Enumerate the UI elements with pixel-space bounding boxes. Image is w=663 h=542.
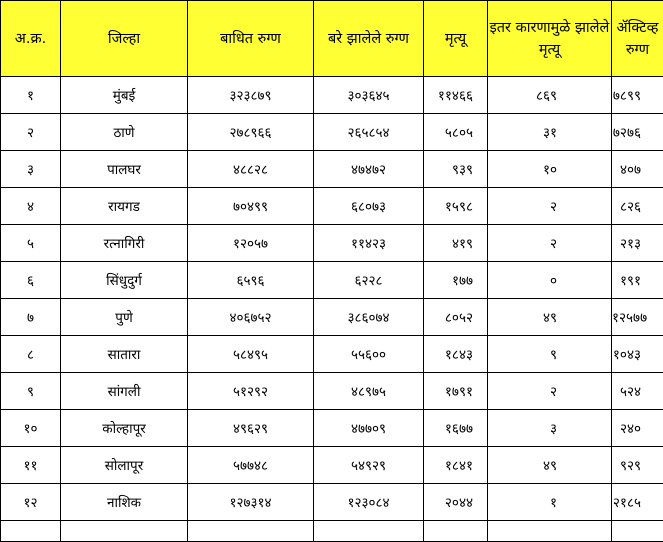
cell-deaths-other: २ xyxy=(488,225,612,262)
cell-deaths: ४१९ xyxy=(424,225,488,262)
cell-deaths: ५८०५ xyxy=(424,114,488,151)
cell-serial-number: ९ xyxy=(1,373,61,410)
header-affected-patients: बाधित रुग्ण xyxy=(188,1,314,77)
cell-district: सिंधुदुर्ग xyxy=(61,262,188,299)
cell-deaths: १८४३ xyxy=(424,336,488,373)
cell-deaths-other: ३१ xyxy=(488,114,612,151)
cell-deaths-other: ३ xyxy=(488,410,612,447)
cell-active: १०४३ xyxy=(612,336,663,373)
cell-recovered: ३०३६४५ xyxy=(314,77,424,114)
header-recovered-patients: बरे झालेले रुग्ण xyxy=(314,1,424,77)
cell-serial-number: ५ xyxy=(1,225,61,262)
table-row xyxy=(1,410,663,447)
cell-recovered: ५४९२९ xyxy=(314,447,424,484)
cell-recovered: ४७७०९ xyxy=(314,410,424,447)
cell-affected: १२०५७ xyxy=(188,225,314,262)
cell-active: १९१ xyxy=(612,262,663,299)
header-row xyxy=(1,1,663,77)
cell-recovered: ११४२३ xyxy=(314,225,424,262)
cell-empty xyxy=(188,521,314,542)
cell-deaths-other: ८६९ xyxy=(488,77,612,114)
cell-affected: ४०६७५२ xyxy=(188,299,314,336)
table-row xyxy=(1,447,663,484)
table-row xyxy=(1,151,663,188)
cell-active: २४० xyxy=(612,410,663,447)
table-row xyxy=(1,336,663,373)
cell-district: सांगली xyxy=(61,373,188,410)
cell-serial-number: १ xyxy=(1,77,61,114)
cell-serial-number: ११ xyxy=(1,447,61,484)
cell-deaths: ८०५२ xyxy=(424,299,488,336)
cell-recovered: १२३०८४ xyxy=(314,484,424,521)
cell-active: ८२६ xyxy=(612,188,663,225)
cell-deaths: १७७ xyxy=(424,262,488,299)
cell-deaths-other: १ xyxy=(488,484,612,521)
cell-serial-number: ६ xyxy=(1,262,61,299)
cell-deaths: २०४४ xyxy=(424,484,488,521)
cell-active: २१३ xyxy=(612,225,663,262)
header-district: जिल्हा xyxy=(61,1,188,77)
cell-serial-number: १२ xyxy=(1,484,61,521)
cell-empty xyxy=(424,521,488,542)
cell-recovered: २६५८५४ xyxy=(314,114,424,151)
cell-district: सातारा xyxy=(61,336,188,373)
cell-active: ७८९९ xyxy=(612,77,663,114)
cell-empty xyxy=(1,521,61,542)
cell-affected: २७८९६६ xyxy=(188,114,314,151)
cell-affected: ५७७४८ xyxy=(188,447,314,484)
cell-recovered: ६८०७३ xyxy=(314,188,424,225)
table-row xyxy=(1,373,663,410)
cell-district: रायगड xyxy=(61,188,188,225)
cell-serial-number: ७ xyxy=(1,299,61,336)
cell-serial-number: १० xyxy=(1,410,61,447)
cell-deaths: ११४६६ xyxy=(424,77,488,114)
table-row-partial xyxy=(1,521,663,542)
cell-active: ५२४ xyxy=(612,373,663,410)
cell-deaths: १८४१ xyxy=(424,447,488,484)
header-active-patients: ॲक्टिव्ह रुग्ण xyxy=(612,1,663,77)
table-row xyxy=(1,484,663,521)
table-row xyxy=(1,299,663,336)
table-row xyxy=(1,77,663,114)
table-row xyxy=(1,225,663,262)
header-serial-number: अ.क्र. xyxy=(1,1,61,77)
cell-active: ४०७ xyxy=(612,151,663,188)
cell-affected: ५८४९५ xyxy=(188,336,314,373)
table-row xyxy=(1,262,663,299)
cell-district: नाशिक xyxy=(61,484,188,521)
cell-district: कोल्हापूर xyxy=(61,410,188,447)
cell-recovered: ४७४७२ xyxy=(314,151,424,188)
cell-district: पुणे xyxy=(61,299,188,336)
cell-district: ठाणे xyxy=(61,114,188,151)
cell-deaths-other: ४९ xyxy=(488,447,612,484)
cell-district: रत्नागिरी xyxy=(61,225,188,262)
cell-empty xyxy=(61,521,188,542)
cell-deaths-other: ९ xyxy=(488,336,612,373)
cell-active: ९२९ xyxy=(612,447,663,484)
cell-affected: ५१२९२ xyxy=(188,373,314,410)
cell-recovered: ३८६०७४ xyxy=(314,299,424,336)
cell-recovered: ६२२८ xyxy=(314,262,424,299)
cell-affected: ४९६२९ xyxy=(188,410,314,447)
cell-district: मुंबई xyxy=(61,77,188,114)
cell-deaths-other: ४९ xyxy=(488,299,612,336)
cell-serial-number: ३ xyxy=(1,151,61,188)
cell-district: पालघर xyxy=(61,151,188,188)
cell-empty xyxy=(314,521,424,542)
cell-deaths-other: १० xyxy=(488,151,612,188)
cell-deaths: ९३९ xyxy=(424,151,488,188)
cell-affected: १२७३१४ xyxy=(188,484,314,521)
cell-deaths-other: २ xyxy=(488,373,612,410)
cell-deaths-other: २ xyxy=(488,188,612,225)
table-row xyxy=(1,188,663,225)
cell-deaths: १५९८ xyxy=(424,188,488,225)
cell-recovered: ५५६०० xyxy=(314,336,424,373)
cell-active: १२५७७ xyxy=(612,299,663,336)
cell-serial-number: ४ xyxy=(1,188,61,225)
cell-serial-number: ८ xyxy=(1,336,61,373)
cell-deaths: १७९१ xyxy=(424,373,488,410)
cell-deaths: १६७७ xyxy=(424,410,488,447)
table-row xyxy=(1,114,663,151)
cell-empty xyxy=(612,521,663,542)
cell-affected: ७०४९९ xyxy=(188,188,314,225)
cell-recovered: ४८९७५ xyxy=(314,373,424,410)
header-deaths: मृत्यू xyxy=(424,1,488,77)
cell-deaths-other: ० xyxy=(488,262,612,299)
cell-active: ७२७६ xyxy=(612,114,663,151)
cell-serial-number: २ xyxy=(1,114,61,151)
cell-affected: ३२३८७९ xyxy=(188,77,314,114)
cell-district: सोलापूर xyxy=(61,447,188,484)
cell-affected: ६५९६ xyxy=(188,262,314,299)
cell-active: २१८५ xyxy=(612,484,663,521)
header-deaths-other-causes: इतर कारणामुळे झालेले मृत्यू xyxy=(488,1,612,77)
cell-empty xyxy=(488,521,612,542)
cell-affected: ४८८२८ xyxy=(188,151,314,188)
